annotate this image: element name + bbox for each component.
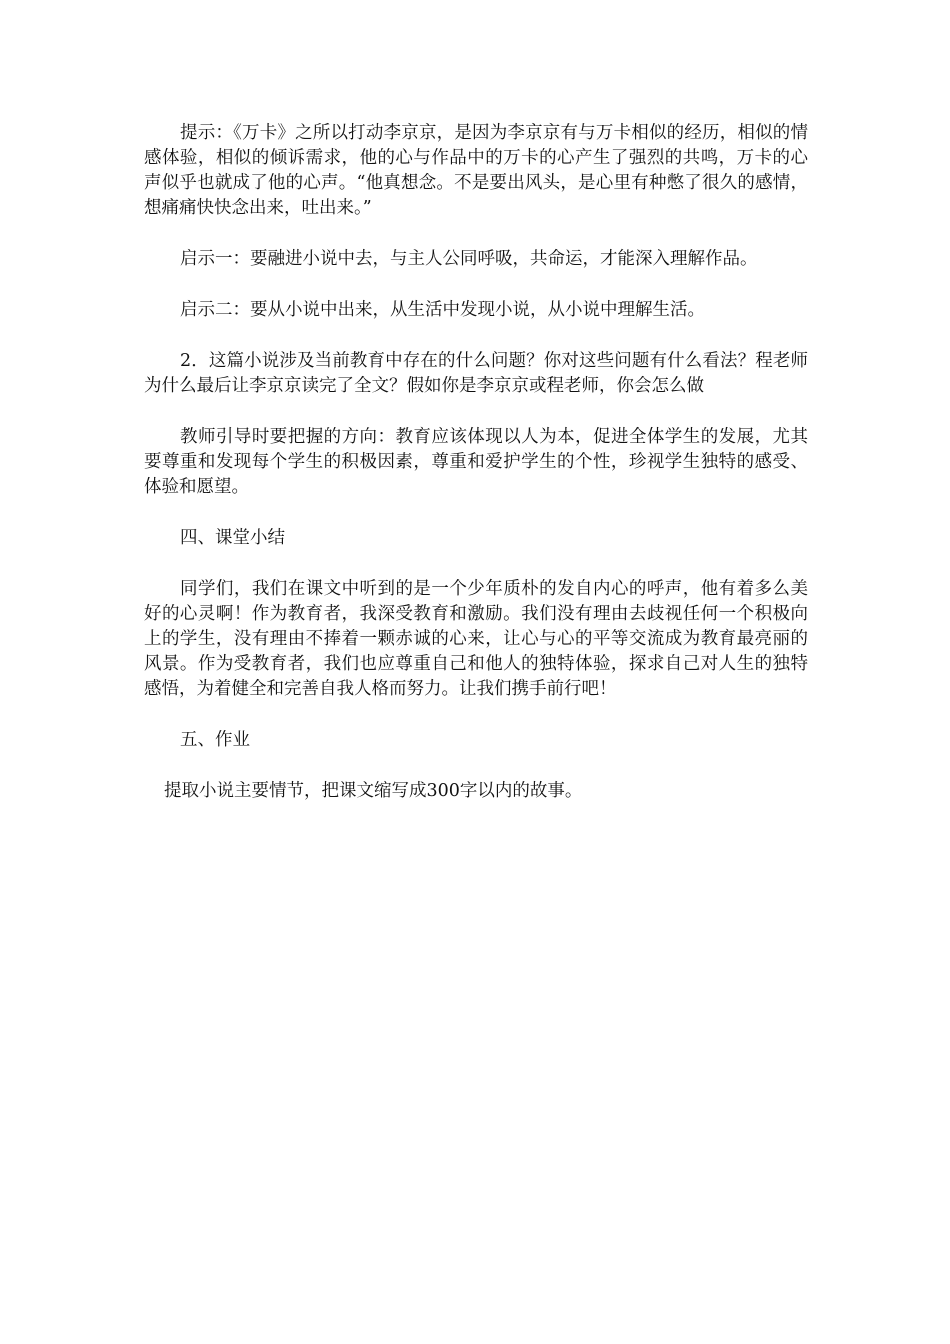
insight-one-paragraph: 启示一：要融进小说中去，与主人公同呼吸，共命运，才能深入理解作品。 (180, 249, 758, 269)
summary-paragraph: 同学们，我们在课文中听到的是一个少年质朴的发自内心的呼声，他有着多么美好的心灵啊！作为教育者，我深受教育和激励。我们没有理由去歧视任何一个积极向上的学生，没有理由不捧着一颗赤诚的心来，让心与心的平等交流成为教育最亮丽的风景。作为受教育者，我们也应尊重自己和他人的独特体验，探求自己对人生的独特感悟，为着健全和完善自我人格而努力。让我们携手前行吧！ (144, 579, 808, 699)
question-two-paragraph: 2．这篇小说涉及当前教育中存在的什么问题？你对这些问题有什么看法？程老师为什么最后让李京京读完了全文？假如你是李京京或程老师，你会怎么做 (144, 351, 808, 396)
teacher-guidance-paragraph: 教师引导时要把握的方向：教育应该体现以人为本，促进全体学生的发展，尤其要尊重和发现每个学生的积极因素，尊重和爱护学生的个性，珍视学生独特的感受、体验和愿望。 (144, 427, 808, 497)
section-heading-homework: 五、作业 (180, 730, 250, 750)
homework-paragraph: 提取小说主要情节，把课文缩写成300字以内的故事。 (164, 781, 583, 801)
hint-paragraph: 提示：《万卡》之所以打动李京京，是因为李京京有与万卡相似的经历，相似的情感体验，相似的倾诉需求，他的心与作品中的万卡的心产生了强烈的共鸣，万卡的心声似乎也就成了他的心声。“他真想念。不是要出风头，是心里有种憋了很久的感情，想痛痛快快念出来，吐出来。” (144, 123, 808, 218)
insight-two-paragraph: 启示二：要从小说中出来，从生活中发现小说，从小说中理解生活。 (180, 300, 705, 320)
document-body (144, 121, 808, 804)
section-heading-summary: 四、课堂小结 (180, 528, 285, 548)
